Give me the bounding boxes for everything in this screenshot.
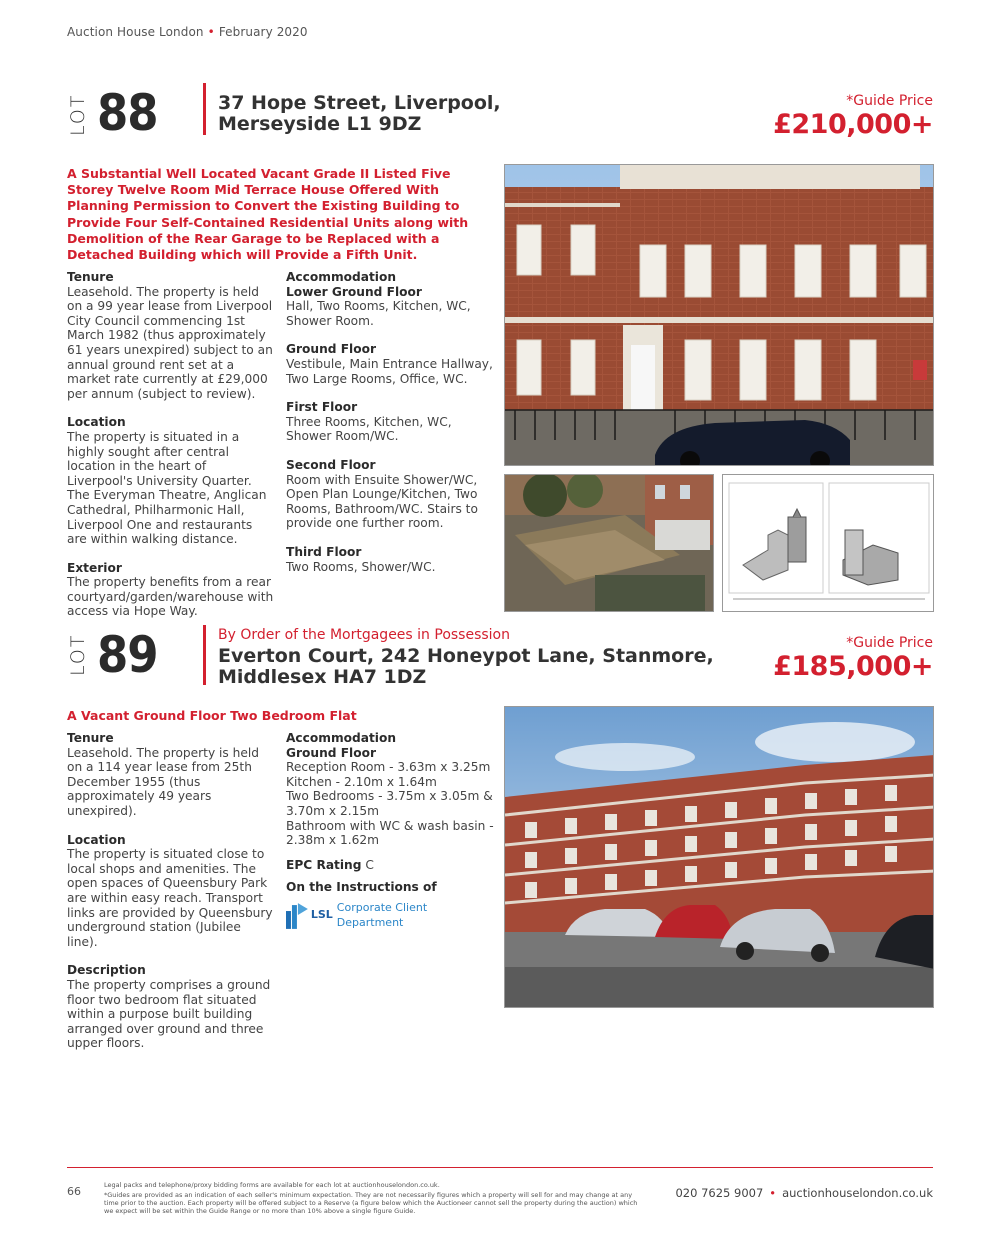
property-photo [504, 164, 934, 466]
issue-date: February 2020 [218, 25, 308, 39]
website-link[interactable]: auctionhouselondon.co.uk [782, 1186, 933, 1200]
details-column-left [67, 270, 275, 633]
floor-text: Hall, Two Rooms, Kitchen, WC, Shower Room. [286, 299, 471, 328]
lsl-logo [286, 901, 496, 930]
footer-notes [104, 1181, 644, 1215]
floor-heading: Ground Floor [286, 745, 376, 760]
tenure-text: Leasehold. The property is held on a 114 year lease from 25th December 1955 (thus approximately 49 years unexpired). [67, 745, 259, 818]
phone-number: 020 7625 9007 [675, 1186, 764, 1200]
description-heading: Description [67, 963, 146, 978]
room-line: Reception Room - 3.63m x 3.25m [286, 760, 491, 775]
tenure-text: Leasehold. The property is held on a 99 year lease from Liverpool City Council commencing 1st March 1982 (thus approximately 61 years unexpired) subject to an annual ground rent set at a market rate currently at £29,000 per annum (subject to review). [67, 284, 273, 401]
accommodation-heading: Accommodation [286, 731, 397, 745]
guide-price: £210,000+ [773, 109, 933, 140]
property-photo [504, 706, 934, 1008]
publisher-name: Auction House London [67, 25, 204, 39]
guide-price-label: *Guide Price [846, 93, 933, 109]
floor-text: Room with Ensuite Shower/WC, Open Plan Lounge/Kitchen, Two Rooms, Bathroom/WC. Stairs to provide one further room. [286, 472, 478, 531]
floor-heading: Ground Floor [286, 342, 376, 357]
logo-subtext: Corporate Client Department [336, 900, 428, 929]
floor-heading: Third Floor [286, 544, 362, 559]
footer-note-1: Legal packs and telephone/proxy bidding forms are available for each lot at auctionhouselondon.co.uk. [104, 1181, 440, 1189]
footer-note-2: *Guides are provided as an indication of each seller's minimum expectation. They are not necessarily figures which a property will sell for and may change at any time prior to the auction. Each property will be offered subject to a Reserve (a figure below which the Auctioneer cannot sell the property during the auction) which we expect will be set within the Guide Range or no more than 10% above a single figure Guide. [104, 1191, 638, 1215]
guide-price: £185,000+ [773, 651, 933, 682]
instructions-heading: On the Instructions of [286, 880, 437, 895]
floor-heading: First Floor [286, 400, 358, 415]
location-text: The property is situated close to local shops and amenities. The open spaces of Queensbury Park are within easy reach. Transport links are provided by Queensbury underground station (Jubilee line). [67, 847, 273, 949]
page-number: 66 [67, 1185, 81, 1198]
rear-courtyard-photo [505, 475, 714, 612]
epc-rating [286, 858, 496, 873]
lot-subtitle: By Order of the Mortgagees in Possession [218, 627, 510, 643]
lot-lead: A Vacant Ground Floor Two Bedroom Flat [67, 708, 357, 723]
title-line-2: Middlesex HA7 1DZ [218, 666, 427, 688]
room-line: Two Bedrooms - 3.75m x 3.05m & [286, 789, 493, 804]
title-line-2: Merseyside L1 9DZ [218, 113, 422, 135]
planning-drawing [722, 474, 934, 612]
courtyard-photo [504, 474, 714, 612]
epc-value: C [365, 857, 374, 872]
epc-heading: EPC Rating [286, 857, 362, 872]
property-title [218, 646, 714, 688]
room-line: Kitchen - 2.10m x 1.64m [286, 774, 437, 789]
bullet-icon: • [769, 1186, 777, 1200]
exterior-heading: Exterior [67, 560, 122, 575]
title-divider [203, 83, 206, 135]
title-line-1: 37 Hope Street, Liverpool, [218, 92, 501, 114]
exterior-text: The property benefits from a rear courtyard/garden/warehouse with access via Hope Way. [67, 575, 274, 619]
tenure-heading: Tenure [67, 731, 114, 745]
details-column-right [286, 731, 496, 930]
location-text: The property is situated in a highly sought after central location in the heart of Liverpool's University Quarter. The Everyman Theatre, Anglican Cathedral, Philharmonic Hall, Liverpool One and restaurants are within walking distance. [67, 429, 267, 547]
lot-label: LOT [67, 633, 89, 676]
floor-text: Two Rooms, Shower/WC. [286, 559, 436, 574]
room-line: 3.70m x 2.15m [286, 803, 379, 818]
details-column-right [286, 270, 496, 588]
accommodation-heading: Accommodation [286, 270, 397, 284]
lot-lead: A Substantial Well Located Vacant Grade II Listed Five Storey Twelve Room Mid Terrace House Offered With Planning Permission to Convert the Existing Building to Provide Four Self-Contained Residential Units along with Demolition of the Rear Garage to be Replaced with a Detached Building which will Provide a Fifth Unit. [67, 166, 469, 263]
floor-heading: Second Floor [286, 457, 376, 472]
lot-number: 89 [97, 626, 158, 684]
planning-sketch-image [723, 475, 934, 612]
location-heading: Location [67, 832, 126, 847]
apartment-block-photo [505, 707, 934, 1008]
bullet-icon: • [207, 25, 215, 39]
floor-heading: Lower Ground Floor [286, 284, 422, 299]
description-text: The property comprises a ground floor two bedroom flat situated within a purpose built building arranged over ground and three upper floors. [67, 977, 271, 1051]
lsl-logo-icon [286, 903, 308, 929]
details-column-left [67, 731, 275, 1065]
floor-text: Three Rooms, Kitchen, WC, Shower Room/WC. [286, 414, 452, 444]
room-line: Bathroom with WC & wash basin - [286, 818, 494, 833]
room-line: 2.38m x 1.62m [286, 833, 379, 848]
lot-number: 88 [97, 84, 158, 142]
footer-divider [67, 1167, 933, 1168]
lot-label: LOT [67, 93, 89, 136]
title-line-1: Everton Court, 242 Honeypot Lane, Stanmore, [218, 645, 714, 667]
title-divider [203, 625, 206, 685]
logo-text: LSL [310, 908, 333, 922]
tenure-heading: Tenure [67, 270, 114, 284]
floor-text: Vestibule, Main Entrance Hallway, Two Large Rooms, Office, WC. [286, 356, 493, 386]
page-header [67, 25, 308, 39]
guide-price-label: *Guide Price [846, 635, 933, 651]
property-title [218, 93, 501, 135]
contact-info [675, 1186, 933, 1200]
terrace-house-photo [505, 165, 934, 466]
location-heading: Location [67, 415, 126, 430]
